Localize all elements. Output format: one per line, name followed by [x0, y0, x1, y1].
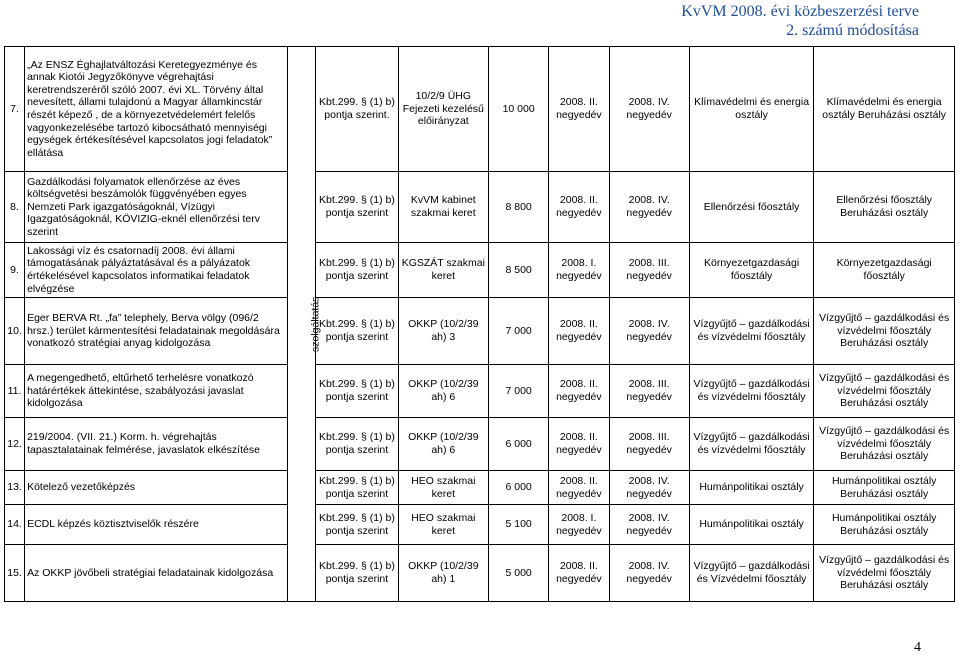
row-source: HEO szakmai keret: [398, 471, 488, 505]
row-legal-basis: Kbt.299. § (1) b) pontja szerint: [316, 545, 398, 602]
row-responsible: Vízgyűjtő – gazdálkodási és vízvédelmi főosztály Beruházási osztály: [814, 365, 955, 418]
row-responsible: Környezetgazdasági főosztály: [814, 243, 955, 298]
row-department: Humánpolitikai osztály: [689, 505, 814, 545]
row-description: Eger BERVA Rt. „fa” telephely, Berva völgy (096/2 hrsz.) terület kármentesítési feladatainak megoldására vonatkozó stratégiai anyag kidolgozása: [25, 298, 288, 365]
row-legal-basis: Kbt.299. § (1) b) pontja szerint: [316, 365, 398, 418]
row-end: 2008. III. negyedév: [609, 243, 689, 298]
table-row: [5, 243, 955, 298]
row-description: Gazdálkodási folyamatok ellenőrzése az éves költségvetési beszámolók függvényében egyes Nemzeti Park igazgatóságoknál, Vízügyi Igazgatóságoknál, KÖVIZIG-eknél ellenőrzési terv szerint: [25, 172, 288, 243]
row-start: 2008. II. negyedév: [549, 47, 609, 172]
row-end: 2008. IV. negyedév: [609, 47, 689, 172]
row-description: A megengedhető, eltűrhető terhelésre vonatkozó határértékek áttekintése, szabályozási javaslat kidolgozása: [25, 365, 288, 418]
row-department: Vízgyűjtő – gazdálkodási és vízvédelmi főosztály: [689, 365, 814, 418]
row-responsible: Klímavédelmi és energia osztály Beruházási osztály: [814, 47, 955, 172]
procurement-table: [4, 46, 955, 602]
row-number: 13.: [5, 471, 25, 505]
row-number: 14.: [5, 505, 25, 545]
row-source: OKKP (10/2/39 ah) 6: [398, 418, 488, 471]
row-department: Vízgyűjtő – gazdálkodási és vízvédelmi főosztály: [689, 298, 814, 365]
row-description: Kötelező vezetőképzés: [25, 471, 288, 505]
procurement-type: szolgáltatás: [309, 296, 322, 352]
row-number: 8.: [5, 172, 25, 243]
row-responsible: Vízgyűjtő – gazdálkodási és vízvédelmi főosztály Beruházási osztály: [814, 298, 955, 365]
row-end: 2008. IV. negyedév: [609, 545, 689, 602]
row-start: 2008. I. negyedév: [549, 505, 609, 545]
row-legal-basis: Kbt.299. § (1) b) pontja szerint: [316, 418, 398, 471]
row-end: 2008. III. negyedév: [609, 365, 689, 418]
row-source: HEO szakmai keret: [398, 505, 488, 545]
row-source: 10/2/9 ÜHG Fejezeti kezelésű előirányzat: [398, 47, 488, 172]
row-amount: 6 000: [489, 418, 549, 471]
table-row: [5, 365, 955, 418]
row-end: 2008. III. negyedév: [609, 418, 689, 471]
page-number: 4: [914, 640, 921, 655]
row-legal-basis: Kbt.299. § (1) b) pontja szerint.: [316, 47, 398, 172]
row-number: 11.: [5, 365, 25, 418]
header-subtitle: 2. számú módosítása: [786, 22, 919, 39]
row-legal-basis: Kbt.299. § (1) b) pontja szerint: [316, 243, 398, 298]
row-source: OKKP (10/2/39 ah) 6: [398, 365, 488, 418]
row-number: 15.: [5, 545, 25, 602]
row-description: 219/2004. (VII. 21.) Korm. h. végrehajtás tapasztalatainak felmérése, javaslatok elkészítése: [25, 418, 288, 471]
row-responsible: Ellenőrzési főosztály Beruházási osztály: [814, 172, 955, 243]
row-start: 2008. II. negyedév: [549, 471, 609, 505]
row-amount: 7 000: [489, 298, 549, 365]
row-source: OKKP (10/2/39 ah) 1: [398, 545, 488, 602]
row-number: 12.: [5, 418, 25, 471]
row-start: 2008. II. negyedév: [549, 172, 609, 243]
row-description: ECDL képzés köztisztviselők részére: [25, 505, 288, 545]
row-source: KGSZÁT szakmai keret: [398, 243, 488, 298]
row-amount: 6 000: [489, 471, 549, 505]
row-end: 2008. IV. negyedév: [609, 505, 689, 545]
row-department: Klímavédelmi és energia osztály: [689, 47, 814, 172]
row-source: KvVM kabinet szakmai keret: [398, 172, 488, 243]
row-responsible: Humánpolitikai osztály Beruházási osztály: [814, 505, 955, 545]
row-legal-basis: Kbt.299. § (1) b) pontja szerint: [316, 172, 398, 243]
row-legal-basis: Kbt.299. § (1) b) pontja szerint: [316, 505, 398, 545]
table-row: [5, 47, 955, 172]
table-row: [5, 471, 955, 505]
row-start: 2008. II. negyedév: [549, 298, 609, 365]
table-row: [5, 545, 955, 602]
header-title: KvVM 2008. évi közbeszerzési terve: [681, 3, 919, 20]
row-end: 2008. IV. negyedév: [609, 172, 689, 243]
table-row: [5, 418, 955, 471]
row-number: 7.: [5, 47, 25, 172]
row-department: Ellenőrzési főosztály: [689, 172, 814, 243]
row-responsible: Vízgyűjtő – gazdálkodási és vízvédelmi főosztály Beruházási osztály: [814, 545, 955, 602]
row-start: 2008. II. negyedév: [549, 545, 609, 602]
row-end: 2008. IV. negyedév: [609, 298, 689, 365]
row-department: Vízgyűjtő – gazdálkodási és vízvédelmi főosztály: [689, 418, 814, 471]
row-amount: 7 000: [489, 365, 549, 418]
document-header: [681, 2, 919, 40]
table-row: [5, 172, 955, 243]
table-row: [5, 505, 955, 545]
row-number: 9.: [5, 243, 25, 298]
row-responsible: Humánpolitikai osztály Beruházási osztály: [814, 471, 955, 505]
row-description: Lakossági víz és csatornadíj 2008. évi állami támogatásának pályáztatásával és a pályázatok értékelésével kapcsolatos informatikai feladatok elvégzése: [25, 243, 288, 298]
row-amount: 5 100: [489, 505, 549, 545]
row-department: Környezetgazdasági főosztály: [689, 243, 814, 298]
row-start: 2008. II. negyedév: [549, 365, 609, 418]
row-start: 2008. II. negyedév: [549, 418, 609, 471]
procurement-type-cell: [288, 47, 322, 602]
row-source: OKKP (10/2/39 ah) 3: [398, 298, 488, 365]
row-legal-basis: Kbt.299. § (1) b) pontja szerint: [316, 471, 398, 505]
row-amount: 10 000: [489, 47, 549, 172]
row-description: Az OKKP jövőbeli stratégiai feladatainak kidolgozása: [25, 545, 288, 602]
row-amount: 8 800: [489, 172, 549, 243]
row-responsible: Vízgyűjtő – gazdálkodási és vízvédelmi főosztály Beruházási osztály: [814, 418, 955, 471]
row-end: 2008. IV. negyedév: [609, 471, 689, 505]
row-description: „Az ENSZ Éghajlatváltozási Keretegyezménye és annak Kiotói Jegyzőkönyve végrehajtási keretrendszeréről szóló 2007. évi XL. Törvény által nevesített, állami tulajdonú a Magyar államkincstár részét képező , de a környezetvédelemért felelős vagyonkezelésébe tartozó kibocsátható mennyiségi egységek értékesítésével kapcsolatos jogi feladatok” ellátása: [25, 47, 288, 172]
table-row: [5, 298, 955, 365]
row-department: Vízgyűjtő – gazdálkodási és Vízvédelmi főosztály: [689, 545, 814, 602]
row-start: 2008. I. negyedév: [549, 243, 609, 298]
row-amount: 8 500: [489, 243, 549, 298]
row-department: Humánpolitikai osztály: [689, 471, 814, 505]
row-legal-basis: Kbt.299. § (1) b) pontja szerint: [316, 298, 398, 365]
row-number: 10.: [5, 298, 25, 365]
row-amount: 5 000: [489, 545, 549, 602]
